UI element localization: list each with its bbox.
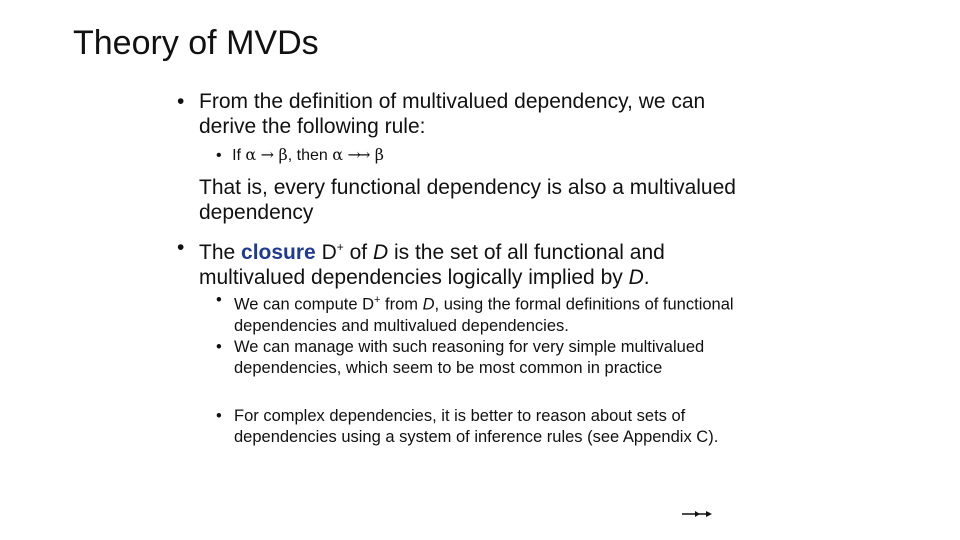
page-title: Theory of MVDs [73, 24, 319, 62]
bullet-text [199, 235, 757, 290]
closure-pre: The [199, 241, 236, 264]
bullet-marker: • [216, 338, 222, 356]
subbullet-compute [216, 290, 776, 337]
rule-if: If [232, 147, 241, 164]
subbullet-text: For complex dependencies, it is better to reason about sets of dependencies using a system of inference rules (see Appendix C). [234, 407, 719, 446]
d-italic: D [372, 241, 389, 264]
rule-subbullet [216, 145, 384, 166]
alpha-symbol: α [332, 145, 344, 164]
closure-mid: of [343, 241, 373, 264]
d-italic: D [628, 266, 644, 289]
rule-then: , then [287, 147, 328, 164]
bullet-marker: • [177, 90, 185, 113]
d-italic: D [422, 295, 435, 314]
closure-term: closure [241, 241, 316, 264]
subbullet-text [234, 290, 776, 337]
compute-post: , using the formal definitions of functional dependencies and multivalued dependencies. [234, 295, 734, 335]
bullet-marker: • [216, 407, 222, 425]
fd-arrow: → [260, 145, 275, 164]
subbullet-manage [216, 337, 776, 379]
mvd-arrow: →→ [347, 145, 367, 164]
compute-mid: from [380, 295, 423, 314]
d-plus: D [321, 241, 337, 264]
plus-sup: + [336, 240, 344, 254]
closure-end: . [643, 266, 650, 289]
plus-sup: + [374, 294, 381, 306]
beta-symbol: β [278, 145, 288, 164]
continuation-text: That is, every functional dependency is also a multivalued dependency [199, 176, 736, 224]
double-arrow-icon [681, 508, 713, 520]
closure-post: is the set of all functional and multivalued dependencies logically implied by [199, 241, 665, 289]
bullet-definition [177, 89, 767, 139]
bullet-marker: • [216, 147, 222, 164]
beta-symbol: β [374, 145, 385, 164]
bullet-text: From the definition of multivalued dependency, we can derive the following rule: [199, 90, 706, 138]
alpha-symbol: α [245, 145, 257, 164]
bullet-closure [177, 235, 757, 290]
bullet-marker: • [216, 291, 222, 309]
subbullet-text: We can manage with such reasoning for very simple multivalued dependencies, which seem to be most common in practice [234, 338, 705, 377]
compute-pre: We can compute D [234, 295, 375, 314]
subbullet-complex [216, 406, 776, 448]
bullet-marker: • [177, 236, 185, 259]
